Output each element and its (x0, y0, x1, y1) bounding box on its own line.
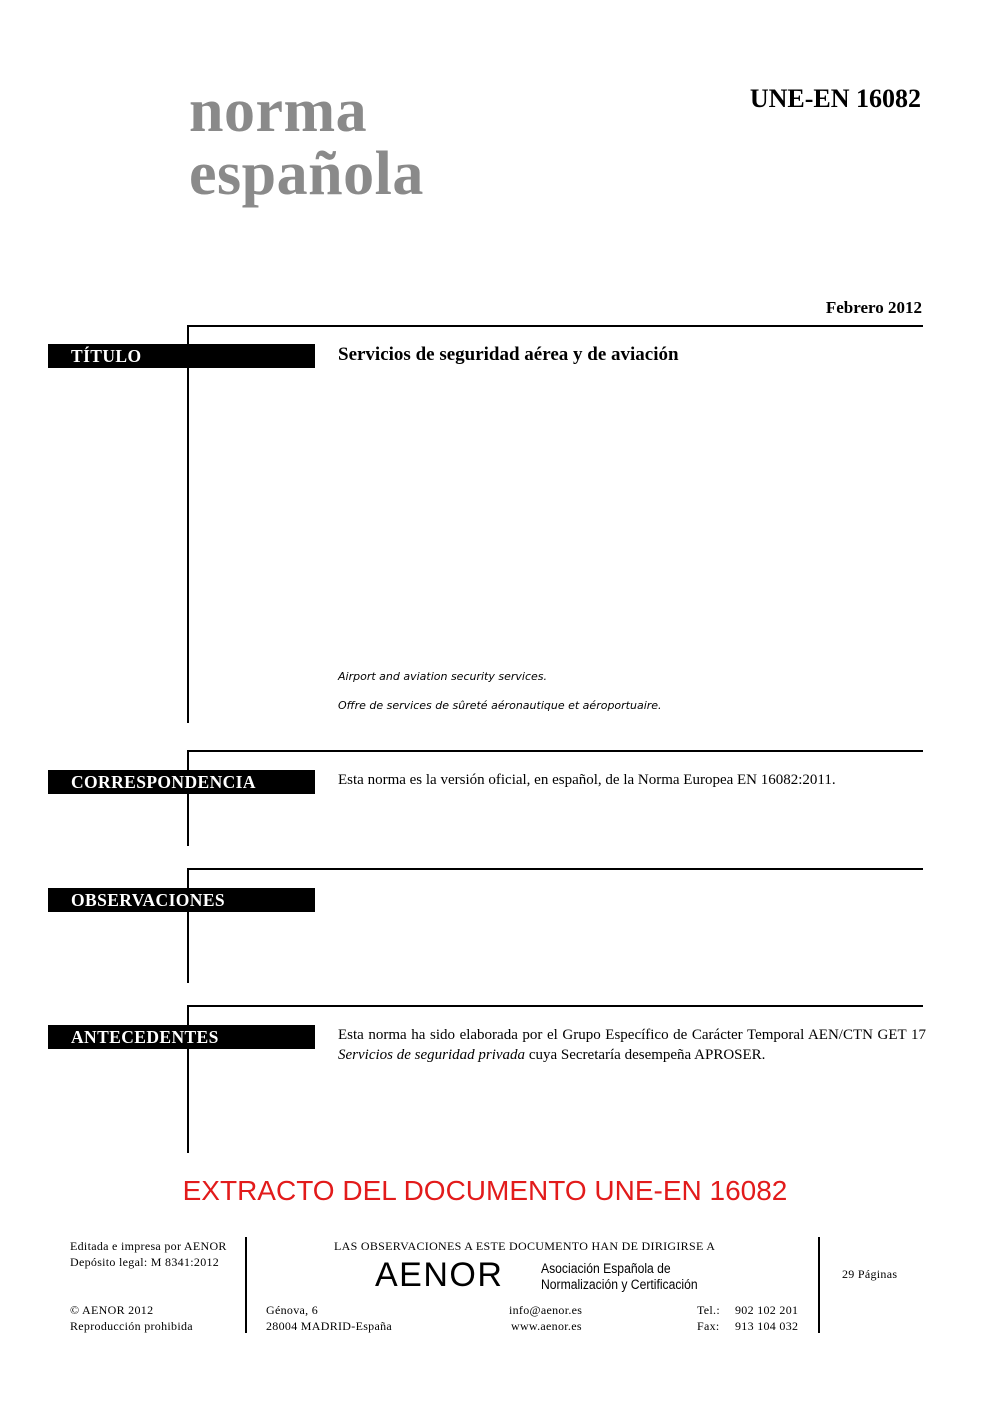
extract-notice: EXTRACTO DEL DOCUMENTO UNE-EN 16082 (182, 1175, 788, 1206)
section-divider (188, 325, 923, 327)
title-translation-fr: Offre de services de sûreté aéronautique et aéroportuaire. (338, 699, 662, 712)
footer-divider-right (818, 1237, 820, 1333)
antecedentes-label: ANTECEDENTES (48, 1025, 315, 1049)
norma-title-line2: española (189, 140, 424, 208)
section-divider (188, 750, 923, 752)
footer-edited: Editada e impresa por AENOR (70, 1239, 227, 1253)
footer-fax: 913 104 032 (735, 1319, 799, 1333)
footer-fax-label: Fax: (697, 1319, 720, 1333)
footer-address-street: Génova, 6 (266, 1303, 319, 1317)
antecedentes-text-part1: Esta norma ha sido elaborada por el Grupo Específico de Carácter Temporal AEN/CTN GET 17 (338, 1027, 926, 1043)
footer-divider-left (245, 1237, 247, 1333)
observaciones-label: OBSERVACIONES (48, 888, 315, 912)
footer-copyright: © AENOR 2012 (70, 1303, 154, 1317)
footer-reproduction: Reproducción prohibida (70, 1319, 193, 1333)
section-divider (188, 1005, 923, 1007)
title-translation-en: Airport and aviation security services. (338, 670, 547, 683)
aenor-org-name-line2: Normalización y Certificación (541, 1277, 698, 1292)
correspondencia-text: Esta norma es la versión oficial, en español, de la Norma Europea EN 16082:2011. (338, 772, 836, 788)
footer-web: www.aenor.es (511, 1319, 582, 1333)
norma-title-line1: norma (189, 77, 368, 145)
standard-code: UNE-EN 16082 (749, 84, 921, 113)
section-vertical-rule (187, 750, 189, 846)
footer-legal-deposit: Depósito legal: M 8341:2012 (70, 1255, 220, 1269)
footer-address-city: 28004 MADRID-España (266, 1319, 393, 1333)
correspondencia-label: CORRESPONDENCIA (48, 770, 315, 794)
footer-tel-label: Tel.: (697, 1303, 720, 1317)
section-vertical-rule (187, 325, 189, 723)
antecedentes-text-italic: Servicios de seguridad privada (338, 1047, 526, 1063)
aenor-org-name-line1: Asociación Española de (541, 1261, 671, 1276)
publication-date: Febrero 2012 (825, 298, 922, 317)
title-text: Servicios de seguridad aérea y de aviación (338, 344, 679, 365)
footer-pages: 29 Páginas (842, 1267, 898, 1281)
section-vertical-rule (187, 868, 189, 983)
aenor-org-name (541, 1261, 698, 1293)
titulo-label: TÍTULO (48, 344, 315, 368)
section-divider (188, 868, 923, 870)
footer-email: info@aenor.es (509, 1303, 583, 1317)
footer-observations-note: LAS OBSERVACIONES A ESTE DOCUMENTO HAN DE DIRIGIRSE A (334, 1239, 716, 1253)
aenor-logo: AENOR (375, 1256, 504, 1294)
footer-tel: 902 102 201 (735, 1303, 799, 1317)
antecedentes-text-part2: cuya Secretaría desempeña APROSER. (525, 1047, 766, 1063)
antecedentes-text (338, 1025, 926, 1065)
